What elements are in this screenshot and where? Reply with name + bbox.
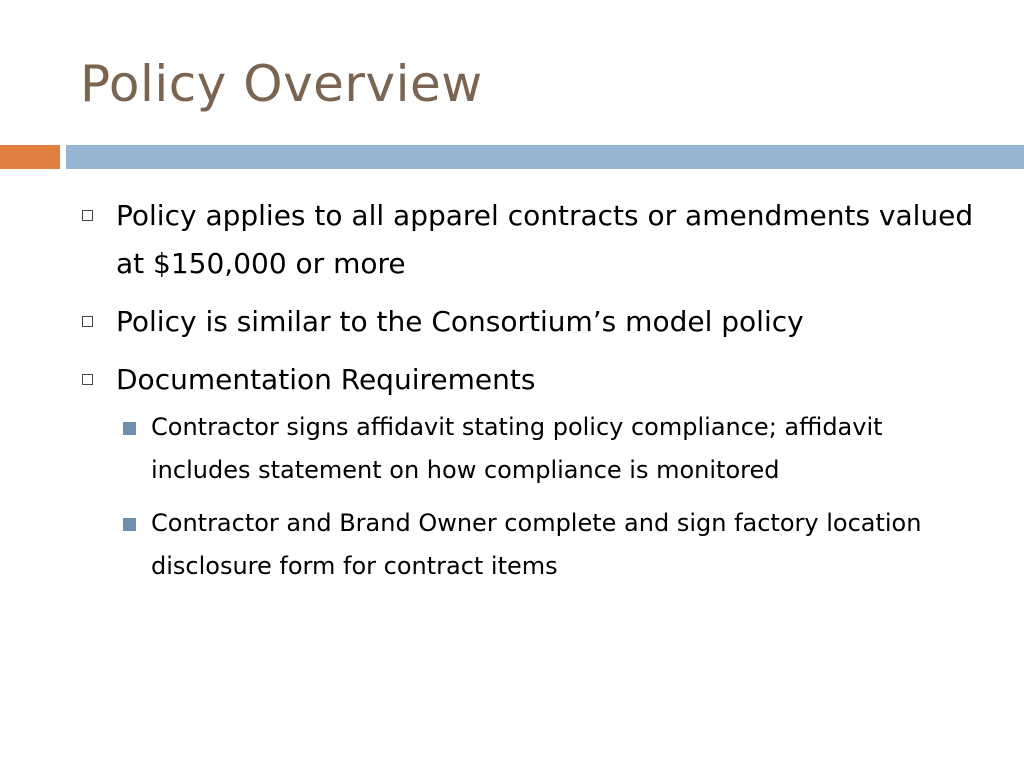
bullet-item: [80, 192, 980, 288]
hollow-square-bullet-icon: [82, 210, 93, 221]
filled-square-bullet-icon: [123, 518, 136, 531]
filled-square-bullet-icon: [123, 422, 136, 435]
hollow-square-bullet-icon: [82, 316, 93, 327]
bullet-text: Policy is similar to the Consortium’s model policy: [116, 305, 804, 338]
slide-content: [80, 192, 980, 598]
sub-bullet-text: Contractor and Brand Owner complete and sign factory location disclosure form for contract items: [151, 509, 922, 580]
slide-title: Policy Overview: [80, 55, 483, 113]
sub-bullet-text: Contractor signs affidavit stating policy compliance; affidavit includes statement on how compliance is monitored: [151, 413, 883, 484]
bullet-text: Documentation Requirements: [116, 363, 536, 396]
bullet-item: [80, 356, 980, 404]
bullet-text: Policy applies to all apparel contracts or amendments valued at $150,000 or more: [116, 199, 974, 280]
hollow-square-bullet-icon: [82, 374, 93, 385]
accent-bar-blue: [66, 145, 1024, 169]
accent-bar-orange: [0, 145, 60, 169]
sub-bullet-item: [80, 406, 980, 492]
sub-bullet-item: [80, 502, 980, 588]
bullet-item: [80, 298, 980, 346]
